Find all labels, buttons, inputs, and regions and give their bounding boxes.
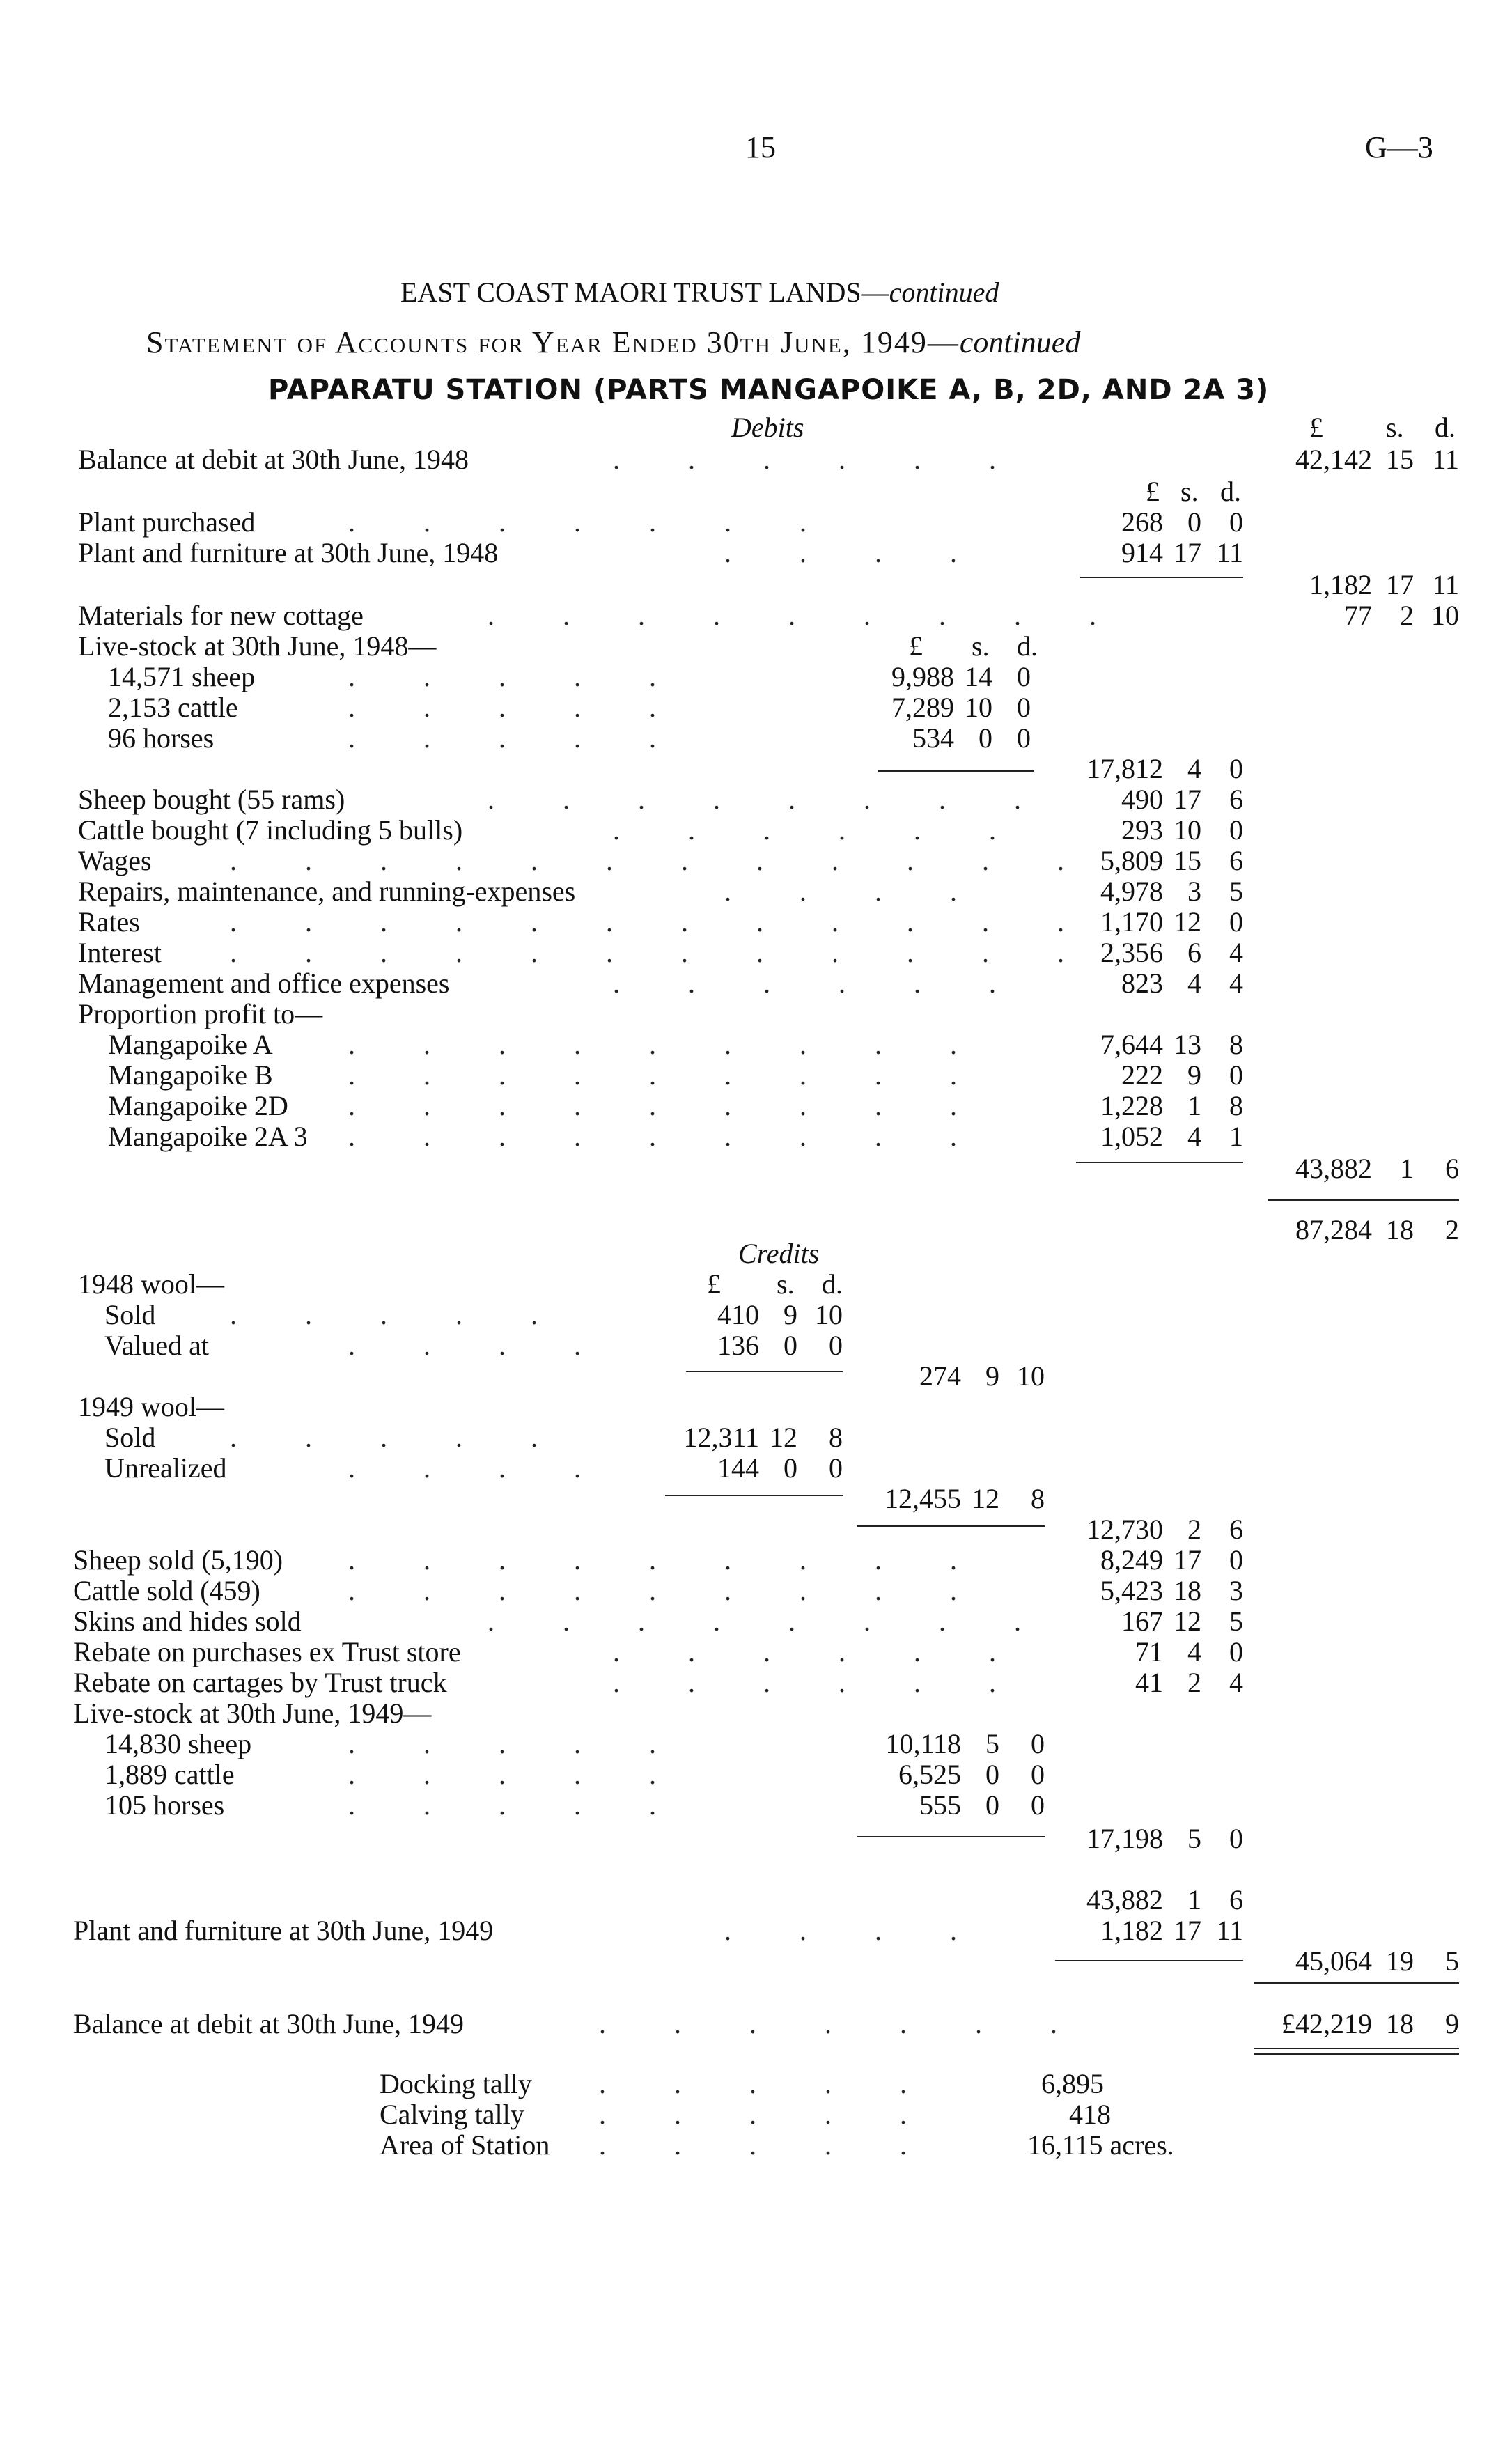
debit-grand-total-pounds: 87,284	[1295, 1214, 1372, 1245]
profit-item-shillings: 13	[1174, 1029, 1201, 1060]
livestock-1949-cattle-label: 1,889 cattle	[104, 1759, 235, 1790]
plant-furniture-1949-pounds: 1,182	[1100, 1915, 1163, 1946]
debit-balance-label: Balance at debit at 30th June, 1948	[78, 444, 469, 475]
profit-label: Proportion profit to—	[78, 998, 323, 1029]
credit-item-pounds: 8,249	[1100, 1544, 1163, 1576]
wool-1948-sold-label: Sold	[104, 1299, 156, 1330]
livestock-1949-sheep-pence: 0	[1031, 1728, 1045, 1759]
title-statement: Statement of Accounts for Year Ended 30th June, 1949—continued	[146, 325, 1081, 359]
livestock-1948-sheep-shillings: 14	[965, 661, 992, 692]
rule	[1268, 1199, 1459, 1201]
plant-purchased-label: Plant purchased	[78, 506, 256, 538]
plant-purchased-pounds: 268	[1121, 506, 1163, 538]
credit-profit-total-pence: 6	[1229, 1884, 1243, 1915]
sub-col-d: d.	[1220, 476, 1241, 507]
leader-dots: . . . . . . . . . . . .	[230, 937, 1095, 968]
debit-item-pounds: 5,809	[1100, 845, 1163, 876]
leader-dots: . . . . .	[348, 692, 687, 723]
plant-furniture-1949-shillings: 17	[1174, 1915, 1201, 1946]
leader-dots: . . . . . . . . .	[348, 1121, 988, 1152]
wool-1949-unrealized-pounds: 144	[717, 1452, 759, 1484]
debit-item-pence: 6	[1229, 784, 1243, 815]
page-number: 15	[745, 130, 776, 164]
livestock-1948-cattle-pounds: 7,289	[891, 692, 954, 723]
credit-profit-total-shillings: 1	[1187, 1884, 1201, 1915]
credit-item-pence: 0	[1229, 1636, 1243, 1667]
wool-1948-valued-label: Valued at	[104, 1330, 209, 1361]
livestock-1948-total-pounds: 17,812	[1086, 753, 1163, 784]
debit-item-pence: 5	[1229, 876, 1243, 907]
credit-total-pence: 5	[1445, 1945, 1459, 1977]
leader-dots: . . . . .	[348, 1728, 687, 1759]
credit-item-label: Skins and hides sold	[73, 1606, 302, 1637]
wool-total-pounds: 12,730	[1086, 1514, 1163, 1545]
leader-dots: . . . . . .	[613, 967, 1027, 999]
sub-col-s: s.	[777, 1268, 795, 1300]
profit-item-pence: 0	[1229, 1059, 1243, 1091]
leader-dots: . . . .	[348, 1330, 611, 1361]
credit-item-shillings: 2	[1187, 1667, 1201, 1698]
credit-item-pounds: 167	[1121, 1606, 1163, 1637]
sub-col-s: s.	[1180, 476, 1199, 507]
livestock-1949-sheep-label: 14,830 sheep	[104, 1728, 252, 1759]
sub-col-s: s.	[972, 630, 990, 662]
livestock-1948-horses-pence: 0	[1017, 722, 1031, 754]
debit-subtotal-pence: 6	[1445, 1153, 1459, 1184]
wool-1949-sold-shillings: 12	[770, 1422, 797, 1453]
wool-1949-unrealized-shillings: 0	[784, 1452, 797, 1484]
wool-1948-total-pence: 10	[1017, 1360, 1045, 1392]
debit-balance-pence: 11	[1432, 444, 1459, 475]
title-station: PAPARATU STATION (PARTS MANGAPOIKE A, B, 2D, AND 2A 3)	[268, 374, 1270, 406]
wool-1949-total-pence: 8	[1031, 1483, 1045, 1514]
debit-item-pence: 6	[1229, 845, 1243, 876]
leader-dots: . . . .	[348, 1452, 611, 1484]
debit-item-label: Repairs, maintenance, and running-expenses	[78, 876, 576, 907]
plant-total-pence: 11	[1432, 569, 1459, 600]
wool-1948-total-shillings: 9	[985, 1360, 999, 1392]
materials-pence: 10	[1431, 600, 1459, 631]
livestock-1949-cattle-pounds: 6,525	[898, 1759, 961, 1790]
livestock-1948-cattle-pence: 0	[1017, 692, 1031, 723]
wool-1948-valued-shillings: 0	[784, 1330, 797, 1361]
leader-dots: . . . . .	[230, 1299, 568, 1330]
rule	[665, 1495, 843, 1496]
leader-dots: . . . . .	[599, 2129, 937, 2161]
credit-item-label: Sheep sold (5,190)	[73, 1544, 283, 1576]
plant-furniture-1948-pence: 11	[1216, 537, 1243, 568]
wool-1948-sold-pence: 10	[815, 1299, 843, 1330]
profit-item-pence: 1	[1229, 1121, 1243, 1152]
credit-profit-total-pounds: 43,882	[1086, 1884, 1163, 1915]
leader-dots: . . . .	[724, 537, 988, 568]
debit-item-shillings: 17	[1174, 784, 1201, 815]
wool-1948-total-pounds: 274	[919, 1360, 961, 1392]
debit-item-label: Management and office expenses	[78, 967, 450, 999]
col-s-header: s.	[1386, 412, 1404, 443]
credit-balance-shillings: 18	[1386, 2008, 1414, 2039]
rule	[1080, 577, 1243, 578]
livestock-1948-label: Live-stock at 30th June, 1948—	[78, 630, 437, 662]
leader-dots: . . . . .	[348, 1759, 687, 1790]
credit-item-shillings: 4	[1187, 1636, 1201, 1667]
wool-1948-valued-pounds: 136	[717, 1330, 759, 1361]
profit-item-shillings: 9	[1187, 1059, 1201, 1091]
livestock-1948-horses-label: 96 horses	[108, 722, 215, 754]
livestock-1949-sheep-pounds: 10,118	[885, 1728, 961, 1759]
livestock-1948-cattle-shillings: 10	[965, 692, 992, 723]
leader-dots: . . . . . .	[613, 1636, 1027, 1667]
leader-dots: . . . . .	[348, 661, 687, 692]
profit-item-pence: 8	[1229, 1029, 1243, 1060]
livestock-1948-sheep-pence: 0	[1017, 661, 1031, 692]
leader-dots: . . . . .	[348, 1789, 687, 1821]
rule	[857, 1836, 1045, 1837]
rule	[857, 1525, 1045, 1527]
profit-item-label: Mangapoike 2D	[108, 1090, 288, 1121]
profit-item-pounds: 222	[1121, 1059, 1163, 1091]
wool-1948-sold-shillings: 9	[784, 1299, 797, 1330]
credit-item-label: Rebate on purchases ex Trust store	[73, 1636, 461, 1667]
livestock-1948-sheep-pounds: 9,988	[891, 661, 954, 692]
rule	[1254, 2048, 1459, 2049]
credit-item-shillings: 18	[1174, 1575, 1201, 1606]
debit-item-pounds: 2,356	[1100, 937, 1163, 968]
credit-item-label: Rebate on cartages by Trust truck	[73, 1667, 447, 1698]
livestock-1949-horses-pounds: 555	[919, 1789, 961, 1821]
wool-1949-label: 1949 wool—	[78, 1391, 224, 1422]
debit-item-shillings: 3	[1187, 876, 1201, 907]
wool-total-pence: 6	[1229, 1514, 1243, 1545]
leader-dots: . . . . .	[599, 2099, 937, 2130]
debit-item-pounds: 4,978	[1100, 876, 1163, 907]
livestock-1949-label: Live-stock at 30th June, 1949—	[73, 1697, 432, 1729]
wool-1949-sold-pence: 8	[829, 1422, 843, 1453]
leader-dots: . . . . .	[599, 2068, 937, 2099]
leader-dots: . . . . . . . . . . . .	[230, 906, 1095, 938]
livestock-1949-horses-pence: 0	[1031, 1789, 1045, 1821]
leader-dots: . . . .	[724, 876, 988, 907]
sub-col-pound: £	[909, 630, 923, 662]
livestock-1949-cattle-shillings: 0	[985, 1759, 999, 1790]
credit-item-shillings: 12	[1174, 1606, 1201, 1637]
debit-item-label: Wages	[78, 845, 152, 876]
livestock-1948-horses-pounds: 534	[912, 722, 954, 754]
profit-item-label: Mangapoike 2A 3	[108, 1121, 308, 1152]
leader-dots: . . . . . . . . .	[348, 1544, 988, 1576]
profit-item-label: Mangapoike A	[108, 1029, 273, 1060]
debit-item-shillings: 10	[1174, 814, 1201, 846]
wool-1948-valued-pence: 0	[829, 1330, 843, 1361]
leader-dots: . . . . . . .	[348, 506, 837, 538]
debit-item-pounds: 490	[1121, 784, 1163, 815]
credit-item-pounds: 5,423	[1100, 1575, 1163, 1606]
wool-1949-total-shillings: 12	[972, 1483, 999, 1514]
rule	[1254, 2053, 1459, 2055]
profit-item-pounds: 1,052	[1100, 1121, 1163, 1152]
plant-furniture-1949-label: Plant and furniture at 30th June, 1949	[73, 1915, 494, 1946]
credit-item-pence: 0	[1229, 1544, 1243, 1576]
leader-dots: . . . . . . . . .	[348, 1029, 988, 1060]
debit-item-pence: 4	[1229, 967, 1243, 999]
credit-balance-pence: 9	[1445, 2008, 1459, 2039]
debit-item-shillings: 6	[1187, 937, 1201, 968]
debit-balance-shillings: 15	[1386, 444, 1414, 475]
debit-item-shillings: 15	[1174, 845, 1201, 876]
col-d-header: d.	[1435, 412, 1456, 443]
leader-dots: . . . . . . . . . . . .	[230, 845, 1095, 876]
wool-1949-total-pounds: 12,455	[884, 1483, 961, 1514]
debit-item-pence: 4	[1229, 937, 1243, 968]
wool-1949-sold-label: Sold	[104, 1422, 156, 1453]
credit-item-label: Cattle sold (459)	[73, 1575, 260, 1606]
sub-col-pound: £	[707, 1268, 721, 1300]
page-reference: G—3	[1365, 130, 1433, 164]
leader-dots: . . . . . . . .	[488, 1606, 1052, 1637]
livestock-1948-cattle-label: 2,153 cattle	[108, 692, 238, 723]
livestock-1949-total-pence: 0	[1229, 1823, 1243, 1854]
wool-1949-unrealized-label: Unrealized	[104, 1452, 227, 1484]
leader-dots: . . . . . .	[613, 1667, 1027, 1698]
profit-item-shillings: 4	[1187, 1121, 1201, 1152]
credit-item-pence: 3	[1229, 1575, 1243, 1606]
credits-heading: Credits	[738, 1238, 820, 1269]
plant-purchased-pence: 0	[1229, 506, 1243, 538]
plant-purchased-shillings: 0	[1187, 506, 1201, 538]
livestock-1949-sheep-shillings: 5	[985, 1728, 999, 1759]
col-pound-header: £	[1309, 412, 1323, 443]
materials-label: Materials for new cottage	[78, 600, 364, 631]
debit-item-pence: 0	[1229, 906, 1243, 938]
debit-grand-total-shillings: 18	[1386, 1214, 1414, 1245]
livestock-1949-total-shillings: 5	[1187, 1823, 1201, 1854]
credit-item-pence: 5	[1229, 1606, 1243, 1637]
credit-balance-label: Balance at debit at 30th June, 1949	[73, 2008, 464, 2039]
tally-label: Area of Station	[380, 2129, 550, 2161]
wool-1948-sold-pounds: 410	[717, 1299, 759, 1330]
tally-value: 6,895	[1041, 2068, 1104, 2099]
wool-total-shillings: 2	[1187, 1514, 1201, 1545]
sub-col-d: d.	[1017, 630, 1038, 662]
debit-item-pounds: 293	[1121, 814, 1163, 846]
title-trust-lands: EAST COAST MAORI TRUST LANDS—continued	[400, 277, 999, 308]
profit-item-shillings: 1	[1187, 1090, 1201, 1121]
debit-item-label: Cattle bought (7 including 5 bulls)	[78, 814, 463, 846]
leader-dots: . . . . . .	[613, 814, 1027, 846]
rule	[878, 770, 1034, 772]
leader-dots: . . . . . . . .	[488, 784, 1052, 815]
debit-item-label: Interest	[78, 937, 162, 968]
leader-dots: . . . . . . . . .	[488, 600, 1127, 631]
credit-balance-pounds: £42,219	[1281, 2008, 1372, 2039]
livestock-1948-total-shillings: 4	[1187, 753, 1201, 784]
livestock-1949-total-pounds: 17,198	[1086, 1823, 1163, 1854]
debit-item-pounds: 1,170	[1100, 906, 1163, 938]
tally-label: Docking tally	[380, 2068, 532, 2099]
leader-dots: . . . . . .	[613, 444, 1027, 475]
materials-shillings: 2	[1400, 600, 1414, 631]
livestock-1948-horses-shillings: 0	[979, 722, 992, 754]
leader-dots: . . . . .	[348, 722, 687, 754]
livestock-1949-cattle-pence: 0	[1031, 1759, 1045, 1790]
debit-item-pounds: 823	[1121, 967, 1163, 999]
wool-1948-label: 1948 wool—	[78, 1268, 224, 1300]
materials-pounds: 77	[1344, 600, 1372, 631]
tally-value: 16,115 acres.	[1027, 2129, 1174, 2161]
rule	[686, 1371, 843, 1372]
leader-dots: . . . . . . . . .	[348, 1090, 988, 1121]
debits-heading: Debits	[731, 412, 804, 443]
wool-1949-sold-pounds: 12,311	[683, 1422, 759, 1453]
tally-label: Calving tally	[380, 2099, 524, 2130]
leader-dots: . . . . . . . . .	[348, 1059, 988, 1091]
profit-item-pounds: 1,228	[1100, 1090, 1163, 1121]
credit-total-pounds: 45,064	[1295, 1945, 1372, 1977]
livestock-1948-total-pence: 0	[1229, 753, 1243, 784]
rule	[1076, 1162, 1243, 1163]
rule	[1254, 1982, 1459, 1984]
livestock-1949-horses-label: 105 horses	[104, 1789, 225, 1821]
rule	[1055, 1960, 1243, 1961]
tally-value: 418	[1069, 2099, 1111, 2130]
livestock-1948-sheep-label: 14,571 sheep	[108, 661, 256, 692]
profit-item-label: Mangapoike B	[108, 1059, 273, 1091]
leader-dots: . . . . . . . . .	[348, 1575, 988, 1606]
debit-balance-pounds: 42,142	[1295, 444, 1372, 475]
credit-item-pence: 4	[1229, 1667, 1243, 1698]
debit-item-label: Sheep bought (55 rams)	[78, 784, 345, 815]
leader-dots: . . . . . . .	[599, 2008, 1088, 2039]
debit-item-label: Rates	[78, 906, 140, 938]
plant-total-pounds: 1,182	[1309, 569, 1372, 600]
plant-furniture-1948-shillings: 17	[1174, 537, 1201, 568]
credit-item-pounds: 71	[1135, 1636, 1163, 1667]
debit-item-pence: 0	[1229, 814, 1243, 846]
credit-item-pounds: 41	[1135, 1667, 1163, 1698]
debit-item-shillings: 12	[1174, 906, 1201, 938]
debit-grand-total-pence: 2	[1445, 1214, 1459, 1245]
sub-col-pound: £	[1146, 476, 1160, 507]
credit-item-shillings: 17	[1174, 1544, 1201, 1576]
profit-item-pounds: 7,644	[1100, 1029, 1163, 1060]
credit-total-shillings: 19	[1386, 1945, 1414, 1977]
debit-item-shillings: 4	[1187, 967, 1201, 999]
leader-dots: . . . . .	[230, 1422, 568, 1453]
livestock-1949-horses-shillings: 0	[985, 1789, 999, 1821]
sub-col-d: d.	[822, 1268, 843, 1300]
leader-dots: . . . .	[724, 1915, 988, 1946]
plant-total-shillings: 17	[1386, 569, 1414, 600]
wool-1949-unrealized-pence: 0	[829, 1452, 843, 1484]
debit-subtotal-pounds: 43,882	[1295, 1153, 1372, 1184]
profit-item-pence: 8	[1229, 1090, 1243, 1121]
plant-furniture-1948-label: Plant and furniture at 30th June, 1948	[78, 537, 499, 568]
plant-furniture-1948-pounds: 914	[1121, 537, 1163, 568]
plant-furniture-1949-pence: 11	[1216, 1915, 1243, 1946]
debit-subtotal-shillings: 1	[1400, 1153, 1414, 1184]
